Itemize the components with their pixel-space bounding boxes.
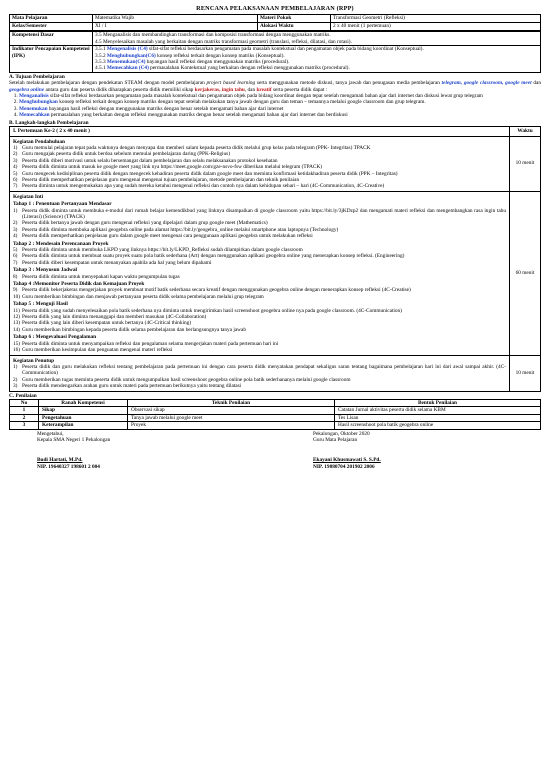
col-header: Ranah Kompetensi [39,399,128,406]
step-item: 15) Peserta didik diminta untuk menyampaikan refleksi dan pengalaman selama mengerjakan materi pada pertemuan hari ini [13,340,279,347]
inti-cell [10,191,510,355]
step-item: 2) Peserta didik bertanya jawab dengan guru mengenai refleksi yang dipelajari dalam grup google meet (Mathematics) [13,220,268,227]
kd-item: 3.5 Menganalisis dan membandingkan transformasi dan komposisi transformasi dengan menggunakan matriks. [95,32,331,39]
ipk-item: 3.5.2 Menghubungkan(C6) konsep refleksi terkait dengan konsep matriks (Konseptual). [95,52,285,59]
penilaian-heading: C. Penilaian [9,392,37,399]
tujuan-item: 2. Menghubungkan konsep refleksi terkait dengan konsep matriks dengan tepat setelah melakukan tanya jawab dengan guru dan teman – temannya melalui google classroom dan grup telegram. [19,99,541,105]
kelas-value: XI / I [93,23,258,31]
step-item: 1) Guru memulai pelajaran tepat pada waktunya dengan menyapa dan memberi salam kepada peserta didik melalui grup kelas pada telegram (PPK- Integritas) TPACK [13,144,371,151]
waktu-header: Waktu [510,127,541,136]
signature-left: Mengetahui, Kepala SMA Negeri 1 Pekalongan Budi Hartati, M.Pd. NIP. 19640327 198601 2 004 [37,431,237,471]
pertemuan-label: I. Pertemuan Ke-2 ( 2 x 40 menit ) [10,127,510,136]
pendahuluan-title: Kegiatan Pendahuluan [13,138,65,145]
tahap-6-title: Tahap 6 : Mengevaluasi Pengalaman [13,334,97,341]
teacher-name: Ekayani Khusmawati S. S.Pd. [313,457,381,464]
tahap-5-list [13,308,506,334]
pendahuluan-list [13,145,506,190]
header-table [9,14,541,31]
mapel-label: Mata Pelajaran [10,15,93,23]
tujuan-list [9,93,541,119]
ipk-item: 3.5.3 Menemukan(C4) bayangan hasil refleksi dengan menggunakan matriks (procedural). [95,59,290,66]
step-item: 5) Guru mengecek kedisiplinan peserta didik dengan mengecek kehadiran peserta didik dalam google meet dan meminta konfirmasi ketidakhadiran peserta didik (PPK – Integritas) [13,170,398,177]
materi-label: Materi Pokok [258,15,331,23]
signature-block [9,431,541,471]
step-item: 6) Peserta didik memperhatikan penjelasan guru mengenai mengenai tujuan pembelajaran, metode pembelajaran dan teknik penilaian [13,176,300,183]
pendahuluan-waktu: 10 menit [510,136,541,191]
ipk-label: Indikator Pencapaian Kompetensi (IPK) [10,46,93,73]
langkah-heading: B. Langkah-langkah Pembelajaran [9,119,89,126]
step-item: 13) Peserta didik yang lain diberi kesempatan untuk bertanya (4C-Critical thinking) [13,320,192,327]
step-item: 3) Peserta didik diberi motivasi untuk selalu bersemangat dalam pembelajaran dan selalu melaksanakan protokol kesehatan [13,157,278,164]
tahap-2-title: Tahap 2 : Mendesain Perencanaan Proyek [13,240,109,247]
step-item: 4) Peserta didik memperhatikan penjelasan guru dalam google meet mengenai cara penggunaan aplikasi geogebra untuk melakukan refleksi [13,233,313,240]
col-header: No [10,399,39,406]
penilaian-table [9,399,541,430]
headmaster-name: Budi Hartati, M.Pd. [37,457,83,464]
headmaster-nip: NIP. 19640327 198601 2 004 [37,463,100,470]
kelas-label: Kelas/Semester [10,23,93,31]
table-row: 1 Sikap Observasi sikap Catatan Jurnal aktivitas peserta didik selama KBM [10,407,541,414]
tahap-1-list [13,208,506,240]
step-item: 2) Guru mengajak peserta didik untuk berdoa sebelum memulai pembelajaran daring (PPK-Religius) [13,151,230,158]
penutup-title: Kegiatan Penutup [13,357,55,364]
step-item: 10) Guru memberikan bimbingan dan menjawab pertanyaan peserta didik selama pembelajaran melalui grup telegram [13,293,264,300]
table-row: 2 Pengetahuan Tanya jawab melalui google meet Tes Lisan [10,414,541,421]
tujuan-item: 1. Menganalisis sifat-sifat refleksi berdasarkan pengamatan pada masalah kontekstual dan pengamatan objek pada bidang koordinat dengan tepat setelah mengamati bahan ajar dari internet dan diskusi lewat grup telegram [19,93,541,99]
tahap-3-title: Tahap 3 : Menyusun Jadwal [13,267,77,274]
step-item: 12) Peserta didik yang lain diminta menanggapi dan memberi masukan (4C-Collaboration) [13,314,207,321]
tahap-3-list [13,274,506,280]
step-item: 4) Peserta didik diminta untuk masuk ke google meet yang link nya https://meet.google.com/gze-nsvo-fsw diberikan melalui telegram (TPACK) [13,164,323,171]
step-item: 1) Peserta didik dan guru melakukan refleksi tentang pembelajaran pada pertemuan ini dengan cara peserta didik menyatakan pendapat sekaligus saran tentang bagaimana pembelajaran hari ini dari awal sampai akhir. (4C-Communication) [13,363,506,377]
step-item: 11) Peserta didik yang sudah menyelesaikan pola batik sederhana nya diminta untuk mengirimkan hasil screenshoot geogebra online nya pada google classroom. (4C-Communication) [13,307,402,314]
kd-list [93,32,541,46]
table-row: 3 Keterampilan Proyek Hasil screenshoot pola batik geogebra online [10,422,541,429]
tujuan-heading: A. Tujuan Pembelajaran [9,73,65,80]
kompetensi-table [9,31,541,72]
ipk-item: 4.5.1 Memecahkan (C4) permasalahan Kontekstual yang berkaitan dengan refleksi menggunakan matriks (procedural). [95,65,350,72]
tahap-2-list [13,247,506,266]
tahap-4-list [13,287,506,300]
step-item: 6) Peserta didik diminta untuk membuat suatu proyek suatu pola batik sederhana (Art) dengan menggunakan aplikasi geogebra online yang menerapkan konsep refleksi. (Engineering) [13,253,405,260]
step-item: 8) Peserta didik diminta untuk menyepakati kapan waktu pengumpulan tugas [13,273,180,280]
mapel-value: Matematika Wajib [93,15,258,23]
step-item: 7) Peserta didik diberi kesempatan untuk menanyakan apabila ada hal yang belum dipahami [13,259,212,266]
step-item: 2) Guru memberikan tugas meminta peserta didik untuk mengumpulkan hasil screenshoot geogebra online pola batik sederhananya melalui google classroom [13,376,351,383]
ipk-item: 3.5.1 Mengenalisis (C4) sifat-sifat refleksi berdasarkan pengamatan pada masalah kontekstual dan pengamatan objek pada bidang koordinat (Konseptual). [95,46,424,53]
signature-right: Pekalongan, Oktober 2020 Guru Mata Pelajaran Ekayani Khusmawati S. S.Pd. NIP. 19880704 201902 2006 [313,431,513,471]
langkah-table [9,126,541,391]
rpp-document [9,0,541,470]
step-item: 5) Peserta didik diminta untuk membuka LKPD yang linknya https://bit.ly/LKPD_Refleksi sudah dilampirkan dalam google classroom [13,247,303,253]
tahap-1-title: Tahap 1 : Penentuan Pertanyaan Mendasar [13,201,112,208]
step-item: 3) Peserta didik diminta membuka aplikasi geogebra online pada alamat https://bit.ly/geogebra_online melalui smartphone atau laptopnya (Technology) [13,226,339,233]
penutup-cell [10,355,510,391]
teacher-nip: NIP. 19880704 201902 2006 [313,463,375,470]
inti-waktu: 60 menit [510,191,541,355]
alokasi-label: Alokasi Waktu [258,23,331,31]
step-item: 16) Guru memberikan kesimpulan dan penguatan mengenai materi refleksi [13,347,173,354]
tahap-5-title: Tahap 5 : Menguji Hasil [13,301,68,308]
document-title: RENCANA PELAKSANAAN PEMBELAJARAN (RPP) [196,5,354,12]
penutup-waktu: 10 menit [510,355,541,391]
inti-title: Kegiatan Inti [13,193,44,200]
tujuan-intro: Setelah melakukan pembelajaran dengan pendekatan STEAM dengan model pembelajaran project based learning serta menggunakan metode diskusi, tanya jawab dan penugasan media pembelajaran telegram, google classroom, google meet dan geogebra online antara guru dan peserta didik diharapkan peserta didik memiliki sikap kerjakeras, ingin tahu, dan kreatif serta peserta didik dapat : [9,80,541,93]
step-item: 3) Peserta didik mendengarkan arahan guru untuk materi pada pertemuan berikutnya yaitu tentang dilatasi [13,383,242,390]
tahap-4-title: Tahap 4 :Memonitor Peserta Didik dan Kemajuan Proyek [13,281,145,288]
step-item: 1) Peserta didik diminta untuk membuka e-modul dari rumah belajar kemendikbud yang linknya disampaikan di google classroom yaitu https://bit.ly/3jKDzp2 dan mengamati materi refleksi dan mengembangkan rasa ingin tahu (Literasi) (Science) (TPACK) [13,207,506,220]
step-item: 9) Peserta didik bekerjakeras mengerjakan proyek membuat motif batik sederhana secara kreatif dengan menggunakan geogebra online dengan menerapkan konsep refleksi (4C-Creatise) [13,287,411,294]
alokasi-value: 2 x 40 menit (1 pertemuan) [331,23,541,31]
pendahuluan-cell [10,136,510,191]
step-item: 14) Guru memberikan bimbingan kepada peserta didik selama pembelajaran dan berlangsungnya tanya jawab [13,326,247,333]
step-item: 7) Peserta diminta untuk mengemukakan apa yang sudah mereka ketahui mengenai refleksi dan contoh nya dalam kehidupan sehari – hari (4C-Communication, 4C-Creative) [13,183,385,190]
col-header: Teknik Penilaian [128,399,335,406]
materi-value: Transformasi Geometri (Refleksi) [331,15,541,23]
kd-label: Kompetensi Dasar [10,32,93,46]
ipk-list [93,46,541,73]
tujuan-item: 4. Memecahkan permasalahan yang berkaitan dengan refleksi menggunakan matriks dengan benar setelah mengamati bahan ajar dari internet dan berdiskusi [19,112,541,118]
kd-item: 4.5 Menyelesaikan masalah yang berkaitan dengan matriks transformasi geometri (translasi, refleksi, dilatasi, dan rotasi). [95,38,352,45]
tujuan-item: 3. Menemukan bayangan hasil refleksi dengan menggunakan matriks dengan benar setelah mengamati bahan ajar dari internet [19,106,541,112]
col-header: Bentuk Penilaian [335,399,541,406]
penutup-list [13,364,506,390]
tahap-6-list [13,341,506,354]
